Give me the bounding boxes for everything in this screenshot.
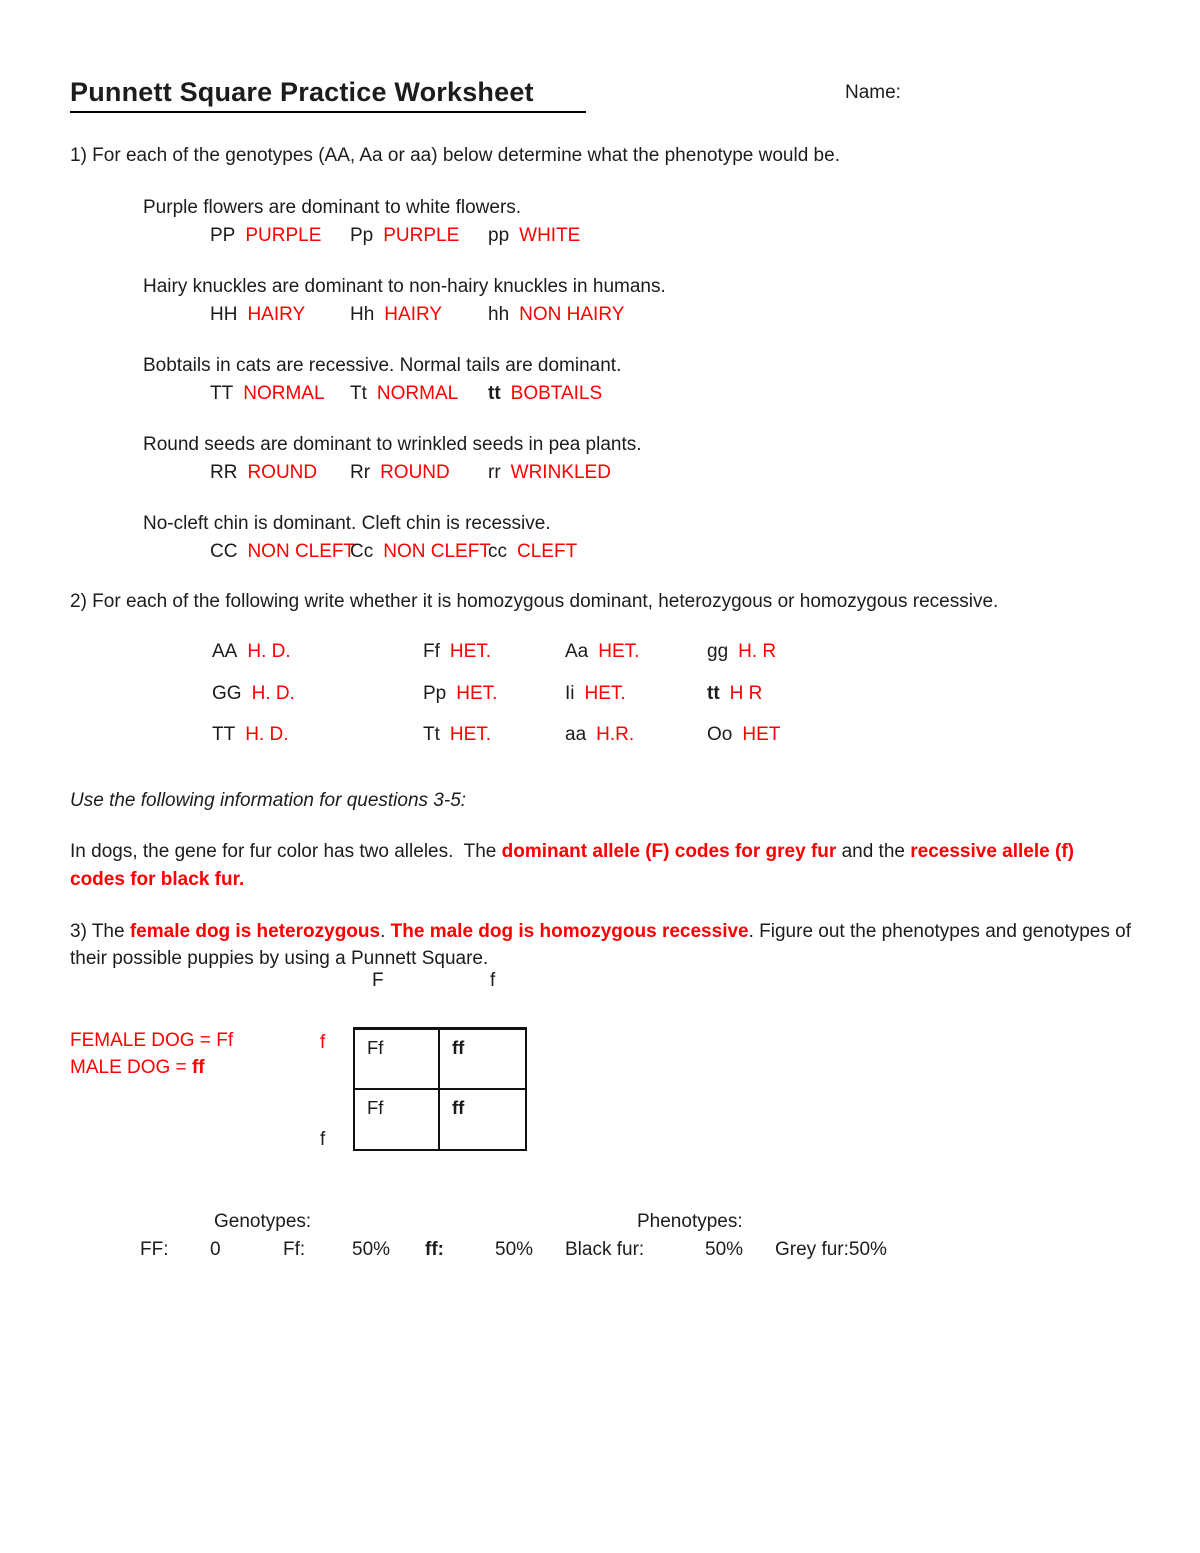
genotype-answer-pair <box>350 383 458 406</box>
genotype: pp <box>488 225 510 246</box>
zygosity-answer: HET. <box>449 641 492 662</box>
genotype: GG <box>212 683 242 704</box>
phenotype-answer: NON CLEFT <box>383 541 491 562</box>
genotype-answer-pair <box>488 541 577 564</box>
genotype: tt <box>707 683 720 704</box>
genotype-answer-pair <box>565 724 634 747</box>
genotype-answer-pair <box>350 304 442 327</box>
genotype-answer-pair <box>423 724 491 747</box>
phenotype-answer: NON HAIRY <box>519 304 625 325</box>
genotype-ff-value: 50% <box>495 1239 534 1260</box>
zygosity-answer: HET <box>742 724 781 745</box>
info-text-red: recessive allele (f) <box>910 841 1074 862</box>
female-dog-label: FEMALE DOG = Ff <box>70 1030 234 1051</box>
genotype-answer-pair <box>423 641 491 664</box>
zygosity-answer: H.R. <box>596 724 635 745</box>
genotype-answer-pair <box>210 304 305 327</box>
genotype-FF-label: FF: <box>140 1239 169 1260</box>
phenotype-answer: HAIRY <box>247 304 306 325</box>
genotype: Pp <box>423 683 447 704</box>
info-paragraph-line-2: codes for black fur. <box>70 869 245 890</box>
genotype: tt <box>488 383 501 404</box>
genotype-answer-pair <box>212 724 289 747</box>
genotype-answer-pair <box>210 462 317 485</box>
genotype-answer-pair <box>212 683 295 706</box>
male-dog-genotype: ff <box>191 1057 205 1078</box>
q3-text-black: . <box>380 921 391 942</box>
genotype: Ii <box>565 683 575 704</box>
page-title: Punnett Square Practice Worksheet <box>70 76 586 113</box>
genotype-answer-pair <box>210 383 325 406</box>
phenotype-grey-fur-pair <box>775 1239 887 1262</box>
genotype-answer-pair <box>707 724 780 747</box>
genotype: aa <box>565 724 587 745</box>
zygosity-answer: H. R <box>738 641 777 662</box>
results-row <box>0 1239 1200 1265</box>
punnett-cell: Ff <box>355 1090 440 1150</box>
phenotype-answer: ROUND <box>247 462 318 483</box>
genotype: hh <box>488 304 510 325</box>
question-1-prompt: 1) For each of the genotypes (AA, Aa or aa) below determine what the phenotype would be. <box>70 145 840 166</box>
genotype-answer-pair <box>210 541 355 564</box>
punnett-row-header-bottom: f <box>320 1129 326 1150</box>
answer-row-seeds <box>0 462 1200 488</box>
q2-answer-row <box>0 641 1200 667</box>
genotypes-label: Genotypes: <box>214 1211 312 1232</box>
phenotype-black-fur-label: Black fur: <box>565 1239 645 1260</box>
trait-description-chin: No-cleft chin is dominant. Cleft chin is recessive. <box>143 513 551 534</box>
genotype-answer-pair <box>350 541 491 564</box>
genotype: HH <box>210 304 238 325</box>
phenotype-answer: ROUND <box>380 462 450 483</box>
info-text-black: and the <box>836 841 911 862</box>
info-paragraph-line-1 <box>70 841 1074 864</box>
punnett-square <box>353 1027 527 1151</box>
q2-answer-row <box>0 724 1200 750</box>
genotype-answer-pair <box>423 683 497 706</box>
trait-description-seeds: Round seeds are dominant to wrinkled seeds in pea plants. <box>143 434 642 455</box>
phenotype-answer: HAIRY <box>384 304 443 325</box>
name-field-label: Name: <box>845 82 901 103</box>
genotype-Ff-value: 50% <box>352 1239 391 1260</box>
question-2-prompt: 2) For each of the following write whether it is homozygous dominant, heterozygous or homozygous recessive. <box>70 591 999 612</box>
trait-description-flowers: Purple flowers are dominant to white flowers. <box>143 197 522 218</box>
genotype-answer-pair <box>565 641 639 664</box>
phenotype-answer: CLEFT <box>517 541 578 562</box>
genotype-answer-pair <box>488 225 580 248</box>
q3-text-black: . Figure out the phenotypes and genotypes of <box>748 921 1131 942</box>
genotype: PP <box>210 225 236 246</box>
genotype-Ff-label: Ff: <box>283 1239 306 1260</box>
genotype-ff-label: ff: <box>425 1239 444 1260</box>
genotype-FF-value: 0 <box>210 1239 221 1260</box>
genotype-answer-pair <box>350 225 459 248</box>
genotype: rr <box>488 462 501 483</box>
genotype-answer-pair <box>488 304 624 327</box>
genotype-answer-pair <box>212 641 291 664</box>
trait-description-bobtails: Bobtails in cats are recessive. Normal tails are dominant. <box>143 355 622 376</box>
answer-row-bobtails <box>0 383 1200 409</box>
phenotype-answer: PURPLE <box>383 225 460 246</box>
genotype: Oo <box>707 724 733 745</box>
phenotype-grey-fur-value: 50% <box>848 1239 887 1260</box>
genotype: Pp <box>350 225 374 246</box>
q3-text-red: female dog is heterozygous <box>129 921 381 942</box>
phenotype-answer: WRINKLED <box>510 462 611 483</box>
male-dog-label-prefix: MALE DOG = <box>70 1057 192 1078</box>
male-dog-label <box>70 1057 205 1080</box>
phenotype-answer: PURPLE <box>245 225 322 246</box>
question-3-prompt-line-2: their possible puppies by using a Punnett Square. <box>70 948 489 969</box>
punnett-cell: Ff <box>355 1030 440 1090</box>
genotype-answer-pair <box>488 462 611 485</box>
genotype: Tt <box>350 383 367 404</box>
q3-text-black: 3) The <box>70 921 130 942</box>
genotype-answer-pair <box>707 641 776 664</box>
genotype: gg <box>707 641 729 662</box>
phenotype-answer: WHITE <box>519 225 581 246</box>
genotype-answer-pair <box>707 683 762 706</box>
genotype: TT <box>210 383 234 404</box>
genotype: Aa <box>565 641 589 662</box>
genotype-answer-pair <box>488 383 602 406</box>
zygosity-answer: HET. <box>598 641 640 662</box>
zygosity-answer: HET. <box>584 683 626 704</box>
answer-row-chin <box>0 541 1200 567</box>
genotype-answer-pair <box>210 225 321 248</box>
genotype-answer-pair <box>565 683 626 706</box>
phenotype-answer: NORMAL <box>243 383 325 404</box>
answer-row-knuckles <box>0 304 1200 330</box>
zygosity-answer: H. D. <box>251 683 295 704</box>
punnett-row-header-top: f <box>320 1032 326 1053</box>
punnett-col-header-f: f <box>490 970 496 991</box>
punnett-cell: ff <box>440 1030 525 1090</box>
zygosity-answer: HET. <box>449 724 492 745</box>
genotype: cc <box>488 541 507 562</box>
genotype: Tt <box>423 724 440 745</box>
zygosity-answer: H R <box>729 683 763 704</box>
trait-description-knuckles: Hairy knuckles are dominant to non-hairy knuckles in humans. <box>143 276 666 297</box>
info-note: Use the following information for questions 3-5: <box>70 790 467 811</box>
genotype: CC <box>210 541 238 562</box>
genotype: Hh <box>350 304 375 325</box>
info-text-red: dominant allele (F) codes for grey fur <box>501 841 837 862</box>
genotype-answer-pair <box>350 462 450 485</box>
genotype: Cc <box>350 541 374 562</box>
genotype: TT <box>212 724 236 745</box>
zygosity-answer: H. D. <box>245 724 289 745</box>
answer-row-flowers <box>0 225 1200 251</box>
phenotype-answer: NON CLEFT <box>247 541 356 562</box>
phenotype-black-fur-value: 50% <box>705 1239 744 1260</box>
genotype: AA <box>212 641 238 662</box>
genotype: RR <box>210 462 238 483</box>
question-3-prompt-line-1 <box>70 921 1131 944</box>
phenotype-answer: BOBTAILS <box>510 383 603 404</box>
punnett-cell: ff <box>452 1096 465 1118</box>
zygosity-answer: HET. <box>456 683 498 704</box>
phenotype-answer: NORMAL <box>376 383 459 404</box>
info-text-black: In dogs, the gene for fur color has two alleles. The <box>70 841 502 862</box>
q2-answer-row <box>0 683 1200 709</box>
zygosity-answer: H. D. <box>247 641 291 662</box>
q3-text-red: The male dog is homozygous recessive <box>390 921 749 942</box>
genotype: Ff <box>423 641 440 662</box>
genotype: Rr <box>350 462 371 483</box>
phenotype-grey-fur-label: Grey fur: <box>775 1239 849 1260</box>
punnett-col-header-F: F <box>372 970 384 991</box>
phenotypes-label: Phenotypes: <box>637 1211 743 1232</box>
